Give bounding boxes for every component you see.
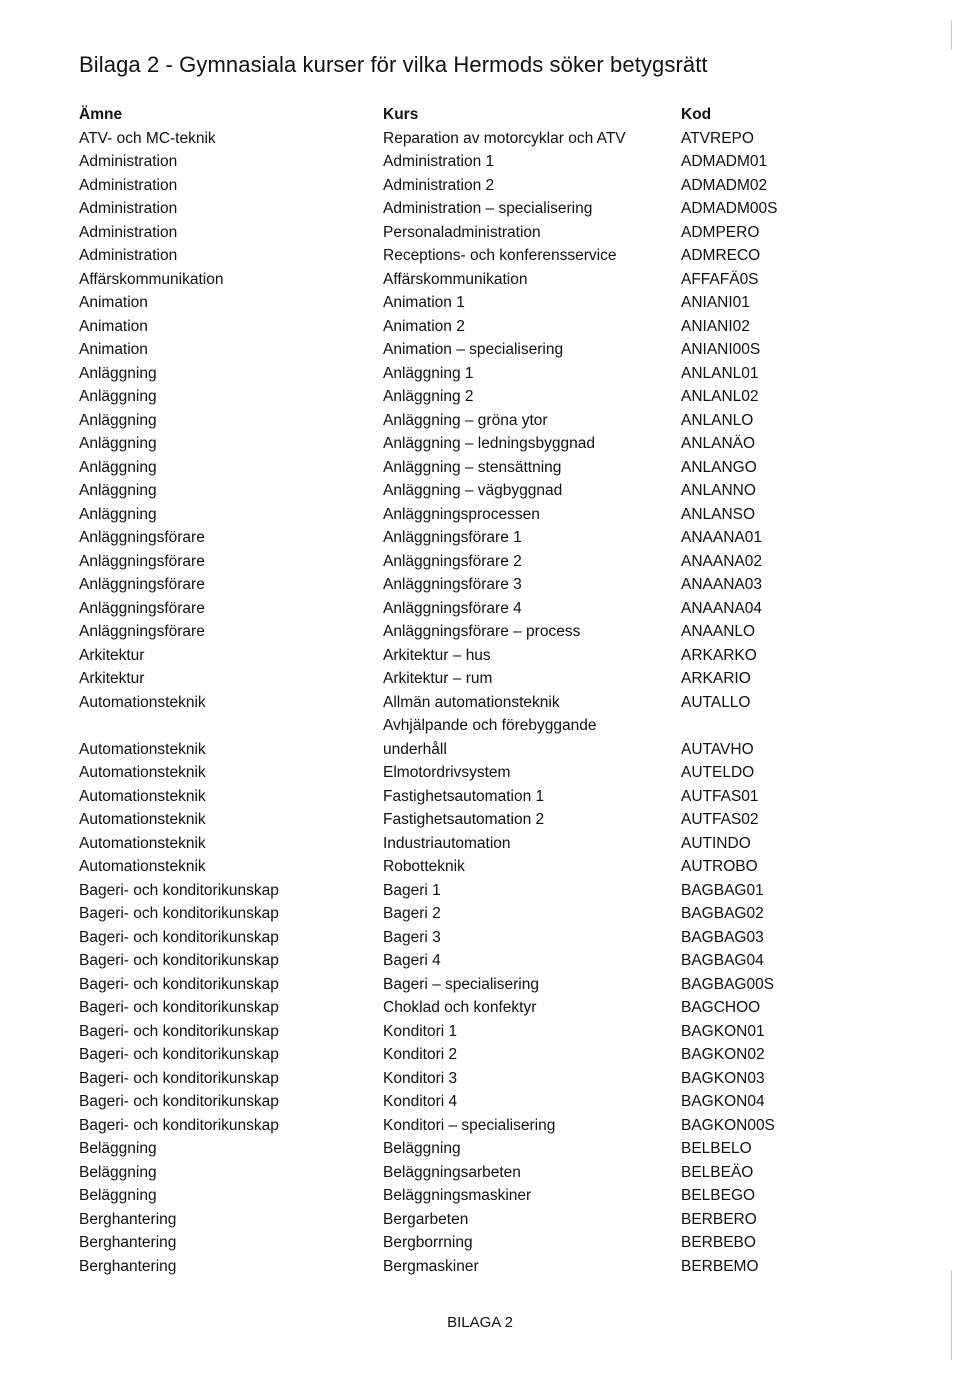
row-code: AUTAVHO [681, 740, 754, 758]
row-subject: Administration [79, 200, 178, 217]
row-subject: Bageri- och konditorikunskap [79, 975, 279, 993]
row-subject: Anläggningsförare [79, 623, 205, 640]
row-subject: Anläggning [79, 458, 157, 476]
table-row [79, 503, 939, 527]
row-course: Anläggningsprocessen [383, 505, 540, 523]
row-subject: Administration [79, 223, 178, 241]
header-subject: Ämne [79, 106, 123, 123]
row-code: BAGBAG03 [681, 928, 764, 946]
row-code: BERBERO [681, 1210, 757, 1228]
row-course: Affärskommunikation [383, 270, 528, 288]
row-subject: Beläggning [79, 1163, 157, 1181]
row-course: Administration – specialisering [383, 200, 593, 217]
table-header [79, 103, 939, 127]
row-code: ANLANÄO [681, 435, 756, 452]
row-course: Choklad och konfektyr [383, 999, 537, 1016]
table-row [79, 949, 939, 973]
row-code: BELBEÄO [681, 1163, 754, 1181]
row-code: ARKARIO [681, 670, 751, 687]
table-row [79, 1184, 939, 1208]
page-footer: BILAGA 2 [447, 1314, 513, 1331]
row-course: Konditori – specialisering [383, 1116, 556, 1134]
row-code: ANAANA04 [681, 599, 762, 617]
scan-edge-mark [951, 20, 952, 50]
row-course [383, 714, 596, 761]
row-code: AUTELDO [681, 764, 755, 781]
row-course: Personaladministration [383, 223, 541, 241]
row-subject: Animation [79, 341, 148, 358]
row-subject: Anläggningsförare [79, 576, 205, 593]
table-row [79, 456, 939, 480]
row-subject: Automationsteknik [79, 858, 206, 875]
row-code: ARKARKO [681, 646, 757, 664]
row-code: BELBEGO [681, 1187, 756, 1204]
row-subject: Automationsteknik [79, 740, 206, 758]
row-course: Fastighetsautomation 1 [383, 787, 545, 805]
table-row [79, 362, 939, 386]
table-row [79, 926, 939, 950]
row-subject: Bageri- och konditorikunskap [79, 1022, 279, 1040]
row-code: AUTFAS02 [681, 811, 759, 828]
row-code: ADMRECO [681, 247, 761, 264]
table-row [79, 902, 939, 926]
row-code: ANLANGO [681, 458, 757, 476]
row-subject: Anläggning [79, 388, 157, 405]
table-row [79, 761, 939, 785]
row-course: Anläggning 2 [383, 388, 474, 405]
row-subject: Bageri- och konditorikunskap [79, 1093, 279, 1110]
row-subject: Arkitektur [79, 646, 145, 664]
row-course: Konditori 1 [383, 1022, 458, 1040]
row-subject: Anläggningsförare [79, 599, 205, 617]
row-course: Anläggning 1 [383, 364, 474, 382]
table-row [79, 855, 939, 879]
row-subject: Bageri- och konditorikunskap [79, 952, 279, 969]
row-code: ANLANSO [681, 505, 756, 523]
table-row [79, 197, 939, 221]
row-subject: Bageri- och konditorikunskap [79, 905, 279, 922]
row-subject: Bageri- och konditorikunskap [79, 881, 279, 899]
table-row [79, 526, 939, 550]
row-code: BAGCHOO [681, 999, 761, 1016]
row-code: BAGBAG04 [681, 952, 764, 969]
row-subject: ATV- och MC-teknik [79, 129, 216, 147]
row-course: Anläggningsförare 2 [383, 552, 522, 570]
row-code: BERBEBO [681, 1234, 756, 1251]
table-row [79, 1161, 939, 1185]
row-code: BAGBAG01 [681, 881, 764, 899]
row-code: ANLANL01 [681, 364, 759, 382]
row-subject: Arkitektur [79, 670, 145, 687]
row-code: AFFAFÄ0S [681, 270, 759, 288]
row-course: Arkitektur – hus [383, 646, 491, 664]
table-row [79, 268, 939, 292]
header-course: Kurs [383, 106, 419, 123]
row-subject: Bageri- och konditorikunskap [79, 1046, 279, 1063]
row-subject: Anläggning [79, 505, 157, 523]
row-code: ADMADM02 [681, 176, 768, 194]
table-row [79, 714, 939, 761]
table-row [79, 127, 939, 151]
row-course: Beläggningsmaskiner [383, 1187, 532, 1204]
table-row [79, 409, 939, 433]
row-subject: Administration [79, 153, 178, 170]
row-code: ANIANI00S [681, 341, 761, 358]
row-subject: Anläggning [79, 364, 157, 382]
row-subject: Berghantering [79, 1257, 177, 1275]
row-course: Anläggningsförare 1 [383, 529, 522, 546]
row-course: Anläggningsförare 4 [383, 599, 522, 617]
row-code: BAGKON03 [681, 1069, 765, 1087]
table-row [79, 550, 939, 574]
row-course: Receptions- och konferensservice [383, 247, 617, 264]
row-code: AUTALLO [681, 693, 751, 711]
row-code: AUTINDO [681, 834, 751, 852]
row-course: Animation – specialisering [383, 341, 564, 358]
table-row [79, 1208, 939, 1232]
table-row [79, 244, 939, 268]
row-code: BAGKON00S [681, 1116, 775, 1134]
row-course: Anläggningsförare – process [383, 623, 581, 640]
row-code: ANAANA02 [681, 552, 762, 570]
row-course: Robotteknik [383, 858, 465, 875]
row-code: ANLANNO [681, 482, 756, 499]
row-course: Konditori 4 [383, 1093, 458, 1110]
table-row [79, 1231, 939, 1255]
row-course: Industriautomation [383, 834, 511, 852]
row-course: Reparation av motorcyklar och ATV [383, 129, 626, 147]
row-code: ANAANA01 [681, 529, 762, 546]
row-code: ANLANL02 [681, 388, 759, 405]
course-table [79, 103, 939, 1278]
table-row [79, 479, 939, 503]
row-subject: Animation [79, 294, 148, 311]
row-code: BAGKON01 [681, 1022, 765, 1040]
row-course: Bageri 2 [383, 905, 441, 922]
row-course: Arkitektur – rum [383, 670, 493, 687]
row-subject: Anläggningsförare [79, 529, 205, 546]
row-code: ADMADM01 [681, 153, 768, 170]
row-code: ADMADM00S [681, 200, 778, 217]
row-code: ANIANI02 [681, 317, 750, 335]
row-code: ANAANLO [681, 623, 756, 640]
row-subject: Anläggning [79, 411, 157, 429]
row-code: BAGBAG02 [681, 905, 764, 922]
table-row [79, 221, 939, 245]
row-subject: Bageri- och konditorikunskap [79, 999, 279, 1016]
row-course-line: Avhjälpande och förebyggande [383, 717, 597, 734]
row-subject: Affärskommunikation [79, 270, 224, 288]
table-row [79, 291, 939, 315]
row-code: ATVREPO [681, 129, 754, 147]
row-course: Bergborrning [383, 1234, 473, 1251]
row-course: Fastighetsautomation 2 [383, 811, 545, 828]
row-subject: Bageri- och konditorikunskap [79, 1116, 279, 1134]
row-course-line: underhåll [383, 740, 447, 758]
row-subject: Automationsteknik [79, 764, 206, 781]
table-row [79, 1114, 939, 1138]
table-row [79, 385, 939, 409]
table-row [79, 996, 939, 1020]
row-course: Elmotordrivsystem [383, 764, 511, 781]
table-row [79, 667, 939, 691]
table-row [79, 432, 939, 456]
row-course: Allmän automationsteknik [383, 693, 560, 711]
row-subject: Anläggningsförare [79, 552, 205, 570]
row-code: ANIANI01 [681, 294, 750, 311]
row-course: Administration 2 [383, 176, 495, 194]
table-row [79, 315, 939, 339]
header-code: Kod [681, 106, 712, 123]
row-subject: Bageri- och konditorikunskap [79, 928, 279, 946]
row-subject: Automationsteknik [79, 811, 206, 828]
row-course: Beläggning [383, 1140, 461, 1157]
row-course: Bageri – specialisering [383, 975, 539, 993]
row-course: Anläggning – vägbyggnad [383, 482, 563, 499]
row-course: Animation 2 [383, 317, 465, 335]
row-subject: Administration [79, 176, 178, 194]
table-row [79, 808, 939, 832]
row-course: Bageri 4 [383, 952, 441, 969]
table-row [79, 973, 939, 997]
row-course: Bergmaskiner [383, 1257, 479, 1275]
table-row [79, 691, 939, 715]
row-subject: Automationsteknik [79, 787, 206, 805]
row-subject: Automationsteknik [79, 834, 206, 852]
table-row [79, 832, 939, 856]
document-title: Bilaga 2 - Gymnasiala kurser för vilka Hermods söker betygsrätt [79, 52, 708, 77]
row-subject: Berghantering [79, 1210, 177, 1228]
row-subject: Beläggning [79, 1140, 157, 1157]
row-subject: Berghantering [79, 1234, 177, 1251]
table-row [79, 620, 939, 644]
row-subject: Anläggning [79, 435, 157, 452]
row-course: Beläggningsarbeten [383, 1163, 521, 1181]
row-code: AUTFAS01 [681, 787, 759, 805]
row-code: ANLANLO [681, 411, 754, 429]
table-row [79, 1255, 939, 1279]
scan-edge-mark [951, 1270, 952, 1360]
row-subject: Bageri- och konditorikunskap [79, 1069, 279, 1087]
table-row [79, 1067, 939, 1091]
row-subject: Anläggning [79, 482, 157, 499]
row-subject: Beläggning [79, 1187, 157, 1204]
row-course: Bergarbeten [383, 1210, 469, 1228]
table-row [79, 338, 939, 362]
row-course: Administration 1 [383, 153, 495, 170]
row-course: Anläggning – ledningsbyggnad [383, 435, 596, 452]
row-code: BAGKON02 [681, 1046, 765, 1063]
row-course: Anläggning – stensättning [383, 458, 562, 476]
row-code: BERBEMO [681, 1257, 759, 1275]
table-row [79, 573, 939, 597]
row-code: ADMPERO [681, 223, 760, 241]
row-code: BAGKON04 [681, 1093, 765, 1110]
table-row [79, 597, 939, 621]
row-code: ANAANA03 [681, 576, 762, 593]
table-row [79, 1090, 939, 1114]
table-row [79, 644, 939, 668]
row-course: Animation 1 [383, 294, 465, 311]
row-subject: Animation [79, 317, 148, 335]
row-code: AUTROBO [681, 858, 758, 875]
row-subject: Automationsteknik [79, 693, 206, 711]
row-course: Anläggningsförare 3 [383, 576, 522, 593]
table-row [79, 150, 939, 174]
table-row [79, 1043, 939, 1067]
row-course: Bageri 3 [383, 928, 441, 946]
table-row [79, 879, 939, 903]
row-subject: Administration [79, 247, 178, 264]
table-row [79, 785, 939, 809]
row-course: Konditori 2 [383, 1046, 458, 1063]
row-code: BAGBAG00S [681, 975, 775, 993]
row-code: BELBELO [681, 1140, 752, 1157]
table-row [79, 1020, 939, 1044]
row-course: Konditori 3 [383, 1069, 458, 1087]
table-row [79, 1137, 939, 1161]
row-course: Anläggning – gröna ytor [383, 411, 548, 429]
table-row [79, 174, 939, 198]
row-course: Bageri 1 [383, 881, 441, 899]
